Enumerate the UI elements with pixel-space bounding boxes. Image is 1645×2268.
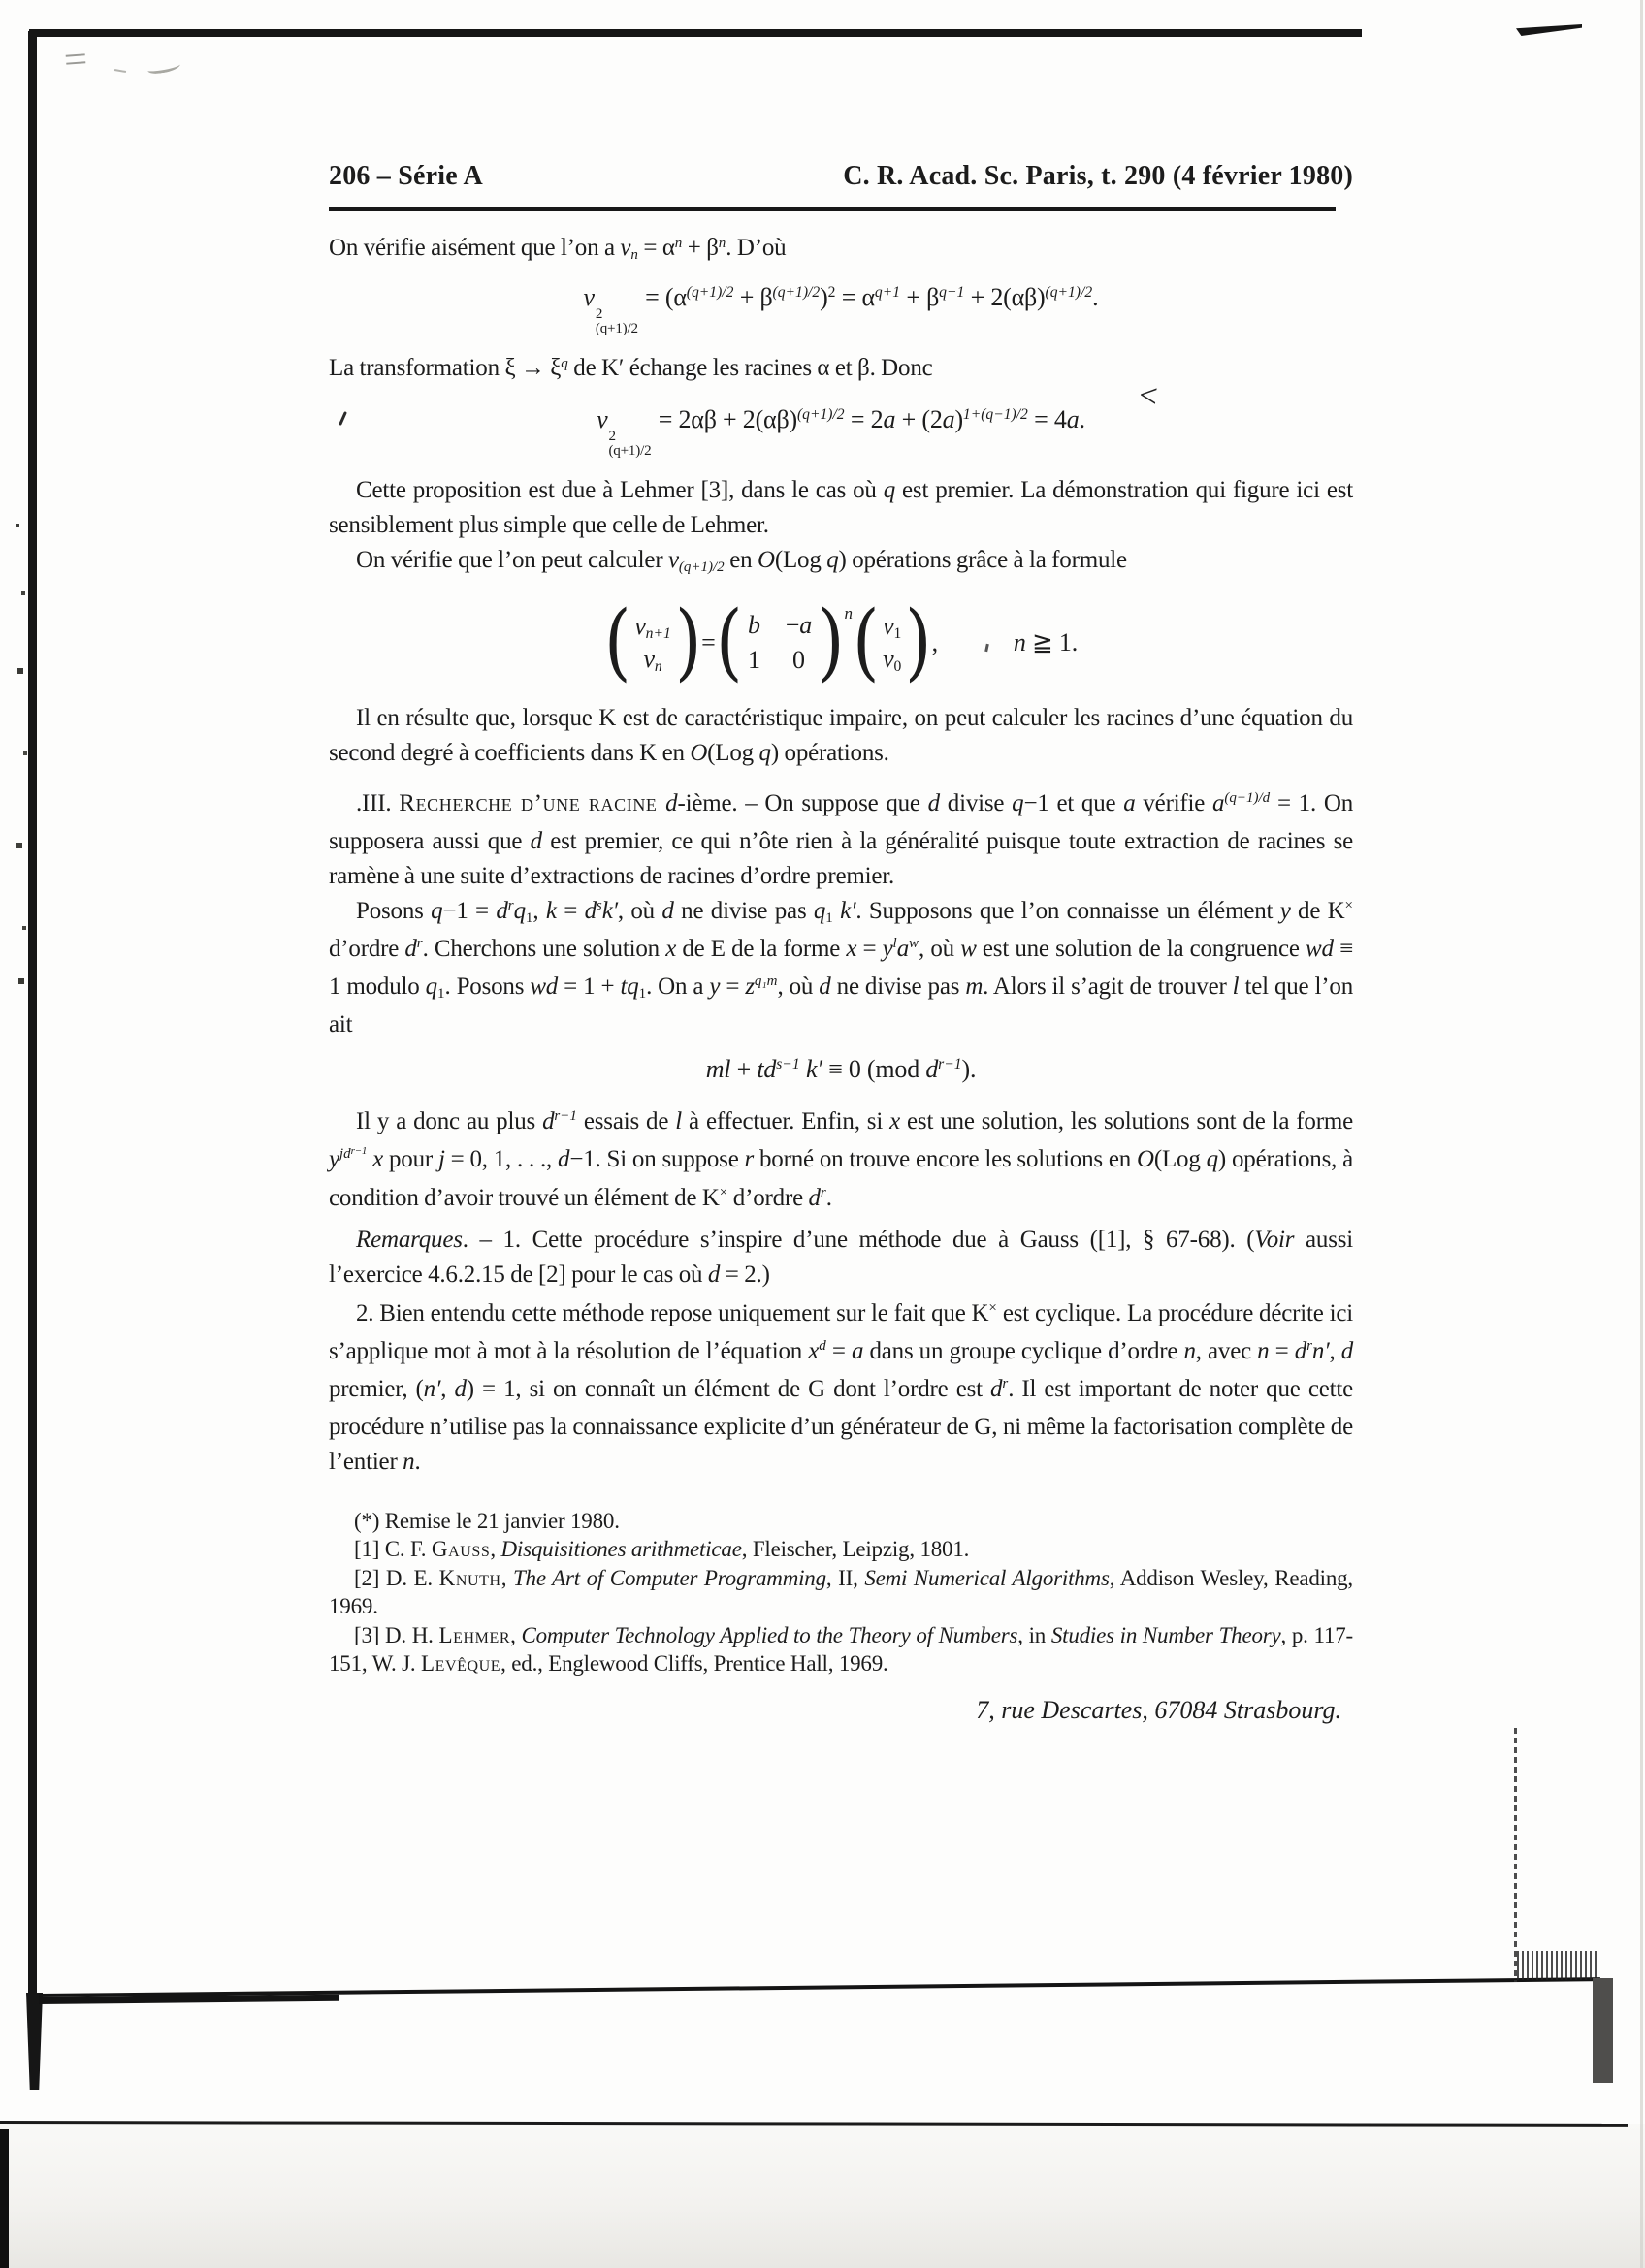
footnotes [329, 1507, 1353, 1678]
scan-artifact-speckles [16, 524, 19, 527]
scan-artifact-left-border [28, 31, 37, 1999]
coefficient-matrix [742, 610, 818, 674]
scan-artifact-right-edge [1640, 0, 1643, 2268]
scan-artifact-right-dashed-line [1514, 1728, 1517, 1982]
left-paren: ( [852, 592, 880, 690]
vector-entry: vn+1 [634, 611, 671, 642]
paragraph-remarques: Remarques. – 1. Cette procédure s’inspire d’une méthode due à Gauss ([1], § 67-68). (Voir aussi l’exercice 4.6.2.15 de [2] pour le cas où d = 2.) [329, 1226, 1353, 1288]
scan-artifact-noise-cluster [1517, 1951, 1598, 1980]
display-equation-2: v 2 (q+1)/2 = $2\alpha\beta + 2(\alpha\beta)^{(q+1)/2} = 2a + (2a)^{1+(q-1)/2} = 4a$. [597, 404, 1085, 460]
matrix-entry: b [747, 610, 760, 639]
footnote-remise: (*) Remise le 21 janvier 1980. [354, 1508, 620, 1533]
scan-artifact-left-bar-bottom [0, 2129, 9, 2268]
vector-entry: vn [643, 644, 662, 675]
page-number: 206 – Série A [329, 161, 483, 191]
pencil-mark [146, 60, 180, 76]
equation-condition: n ≧ 1. [1013, 627, 1079, 656]
reference-3: [3] D. H. Lehmer, Computer Technology Applied to the Theory of Numbers, in Studies in Number Theory, p. 117-151, W. J. Levêque, ed., Englewood Cliffs, Prentice Hall, 1969. [329, 1622, 1353, 1676]
display-equation-3: ml + $td^{s-1}$ k′ ≡ 0 (mod $d^{r-1}$). [705, 1054, 977, 1083]
matrix-entry: 1 [747, 645, 760, 674]
reference-2: [2] D. E. Knuth, The Art of Computer Programming, II, Semi Numerical Algorithms, Addison Wesley, Reading, 1969. [329, 1565, 1353, 1618]
scan-artifact-left-blob [26, 1993, 43, 2090]
left-paren: ( [603, 592, 631, 690]
right-paren: ) [674, 592, 702, 690]
pencil-mark [114, 69, 126, 73]
page-content [329, 161, 1353, 1725]
paragraph-lehmer: Cette proposition est due à Lehmer [3], dans le cas où q est premier. La démonstration qui figure ici est sensiblement plus simple que celle de Lehmer. [329, 476, 1353, 538]
rhs-vector [879, 611, 905, 675]
lhs-vector [630, 611, 674, 675]
paragraph-remarque-2: 2. Bien entendu cette méthode repose uniquement sur le fait que K× est cyclique. La procédure décrite ici s’applique mot à mot à la résolution de l’équation $x^d = a$ dans un groupe cyclique d’ordre n, avec $n = d^rn'$, d premier, (n′, d) = 1, si on connaît un élément de G dont l’ordre est $d^r$. Il est important de noter que cette procédure n’utilise pas la connaissance explicite d’un générateur de G, ni même la factorisation complète de l’entier n. [329, 1299, 1354, 1475]
right-paren: ) [818, 592, 845, 690]
scan-artifact-top-border [29, 29, 1362, 37]
matrix-entry: 0 [792, 645, 805, 674]
author-address: 7, rue Descartes, 67084 Strasbourg. [976, 1695, 1341, 1724]
paragraph-formule: On vérifie que l’on peut calculer v(q+1)/2 en O(Log q) opérations grâce à la formule [356, 546, 1127, 575]
left-paren: ( [715, 592, 742, 690]
right-paren: ) [905, 592, 932, 690]
page-header [329, 161, 1353, 192]
vector-entry: v1 [883, 611, 902, 642]
scan-artifact-gray-bar [1593, 1978, 1613, 2083]
scan-artifact-scanner-bed [0, 2124, 1645, 2268]
reference-1: [1] C. F. Gauss, Disquisitiones arithmeticae, Fleischer, Leipzig, 1801. [354, 1537, 970, 1561]
comma: , [931, 627, 938, 656]
paragraph-posons: Posons $q-1 = d^rq1$, $k = d^sk'$, où d ne divise pas q1 k′. Supposons que l’on connaisse un élément y de K× d’ordre $d^r$. Cherchons une solution x de E de la forme $x = y^la^w$, où w est une solution de la congruence wd ≡ 1 modulo q1. Posons wd = 1 + tq1. On a $y = z^{q_1m}$, où d ne divise pas m. Alors il s’agit de trouver l tel que l’on ait [329, 897, 1354, 1038]
pencil-mark [66, 53, 86, 64]
paragraph-resultat: Il en résulte que, lorsque K est de caractéristique impaire, on peut calculer les racines d’une équation du second degré à coefficients dans K en O(Log q) opérations. [329, 704, 1353, 766]
matrix-equation [329, 592, 1353, 693]
section-iii-paragraph: .III. Recherche d’une racine d-ième. – On suppose que d divise q−1 et que a vérifie $a^{(q-1)/d} = 1$. On supposera aussi que d est premier, ce qui n’ôte rien à la généralité puisque toute extraction de racines se ramène à une suite d’extractions de racines d’ordre premier. [329, 789, 1353, 889]
vector-entry: v0 [883, 644, 902, 675]
handwritten-check-mark: < [1135, 376, 1161, 416]
equals-sign: = [701, 627, 716, 656]
paragraph-intro: On vérifie aisément que l’on a vn = $\alpha^n + \beta^n$. D’où [329, 235, 787, 264]
scan-artifact-top-wedge [1516, 24, 1582, 36]
display-equation-1: v 2 (q+1)/2 = $(\alpha^{(q+1)/2} + \beta^{(q+1)/2})^2 = \alpha^{q+1} + \beta^{q+1} + 2(\alpha\beta)^{(q+1)/2}$. [583, 283, 1099, 337]
paragraph-transformation: La transformation $\xi \to \xi^q$ de K′ échange les racines α et β. Donc [329, 354, 933, 381]
matrix-entry: −a [785, 610, 813, 639]
matrix-exponent: n [844, 603, 853, 623]
header-rule [329, 207, 1336, 211]
paragraph-essais: Il y a donc au plus $d^{r-1}$ essais de l à effectuer. Enfin, si x est une solution, les solutions sont de la forme $y^{jdr-1}$ x pour j = 0, 1, . . ., d−1. Si on suppose r borné on trouve encore les solutions en O(Log q) opérations, à condition d’avoir trouvé un élément de K× d’ordre $d^r$. [329, 1107, 1353, 1211]
journal-title: C. R. Acad. Sc. Paris, t. 290 (4 février 1980) [843, 161, 1353, 191]
